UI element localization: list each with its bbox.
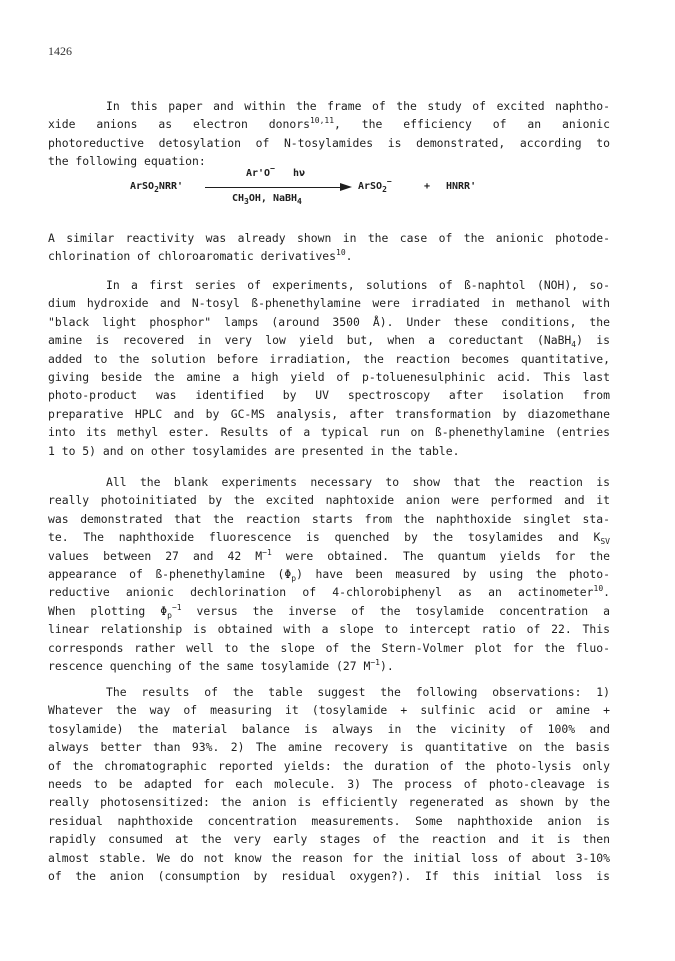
paragraph-blank-experiments [48, 473, 610, 675]
reaction-equation [0, 164, 675, 220]
text-line: corresponds rather well to the slope of the Stern-Volmer plot for the fluo- [48, 640, 610, 655]
text-line: In a first series of experiments, solutions of ß-naphtol (NOH), so- [106, 278, 610, 292]
text-line: reductive anionic dechlorination of 4-chlorobiphenyl as an actinometer$^{10}$. [48, 584, 610, 600]
text-line: Whatever the way of measuring it (tosylamide + sulfinic acid or amine + [48, 703, 610, 718]
text-line: really photoinitiated by the excited naphtoxide anion were performed and it [48, 493, 610, 508]
plus-sign: + [424, 181, 431, 192]
reference-superscript: 10 [336, 248, 346, 258]
text-line: A similar reactivity was already shown in the case of the anionic photode- [48, 231, 610, 245]
text-line: values between 27 and 42 $M^{-1}$ were obtained. The quantum yields for the [48, 547, 610, 563]
text-line: giving beside the amine a high yield of p-toluenesulphinic acid. This last [48, 370, 610, 385]
text-line: appearance of ß-phenethylamine $(\Phi_p)$ have been measured by using the photo- [48, 567, 611, 584]
text-line: 1 to 5) and on other tosylamides are presented in the table. [48, 443, 460, 458]
reactant: ArSO$_2$NRR' [130, 181, 184, 194]
paragraph-similar [48, 229, 610, 266]
text-line: te. The naphthoxide fluorescence is quenched by the tosylamides and $K_{SV}$ [48, 530, 610, 547]
text-line: always better than 93%. 2) The amine recovery is quantitative on the basis [48, 740, 610, 755]
text-line: really photosensitized: the anion is efficiently regenerated as shown by the [48, 795, 610, 810]
text-line: residual naphthoxide concentration measurements. Some naphthoxide anion is [48, 813, 610, 828]
text-line: almost stable. We do not know the reason for the initial loss of about 3-10% [48, 850, 610, 865]
reaction-arrow [205, 187, 345, 188]
arrowhead-icon [340, 183, 352, 191]
product-sulfinate: ArSO$_2$− [358, 177, 392, 194]
text-line: photoreductive detosylation of N-tosylamides is demonstrated, according to [48, 135, 610, 150]
text-line: chlorination of chloroaromatic derivatives$^{10}$. [48, 248, 353, 264]
reagent-above-arrow: Ar'O− hν [246, 164, 306, 179]
text-line: added to the solution before irradiation, the reaction becomes quantitative, [48, 351, 610, 366]
text-line: When plotting $\Phi_p^{-1}$ versus the inverse of the tosylamide concentration a [48, 602, 610, 620]
text-line: was demonstrated that the reaction starts from the naphthoxide singlet sta- [48, 511, 610, 526]
text-line: rapidly consumed at the very early stages of the reaction and it is then [48, 832, 610, 847]
text-line: In this paper and within the frame of the study of excited naphtho- [106, 99, 610, 113]
text-line: linear relationship is obtained with a slope to intercept ratio of 22. This [48, 622, 610, 637]
text-line: "black light phosphor" lamps (around 3500 Å). Under these conditions, the [48, 314, 610, 329]
text-line: into its methyl ester. Results of a typical run on ß-phenethylamine (entries [48, 425, 610, 440]
reference-superscript: 10,11 [309, 116, 335, 126]
product-amine: HNRR' [446, 181, 477, 192]
text-line: preparative HPLC and by GC-MS analysis, after transformation by diazomethane [48, 406, 610, 421]
text-line: dium hydroxide and N-tosyl ß-phenethylamine were irradiated in methanol with [48, 296, 610, 311]
conditions-below-arrow: $CH_3OH$, NaBH$_4$ [232, 193, 302, 206]
page-number: 1426 [48, 44, 72, 58]
paragraph-results [48, 683, 610, 885]
text-line: The results of the table suggest the following observations: 1) [106, 685, 610, 699]
text-line: the following equation: [48, 154, 206, 169]
text-line: of the chromatographic reported yields: the duration of the photo-lysis only [48, 758, 610, 773]
text-line: amine is recovered in very low yield but, when a coreductant (NaBH$_4$) is [48, 333, 610, 350]
text-line: needs to be adapted for each molecule. 3) The process of photo-cleavage is [48, 777, 610, 792]
paragraph-series [48, 276, 610, 460]
reference-superscript: 10 [593, 584, 604, 594]
text-line: rescence quenching of the same tosylamide (27 $M^{-1}$). [48, 658, 394, 674]
text-line: photo-product was identified by UV spectroscopy after isolation from [48, 388, 610, 403]
text-line: All the blank experiments necessary to show that the reaction is [106, 475, 610, 489]
paragraph-intro [48, 97, 610, 171]
text-line: tosylamide) the material balance is always in the vicinity of 100% and [48, 721, 610, 736]
text-line: of the anion (consumption by residual oxygen?). If this initial loss is [48, 869, 610, 884]
text-line: xide anions as electron donors$^{10,11}$, the efficiency of an anionic [48, 116, 611, 132]
